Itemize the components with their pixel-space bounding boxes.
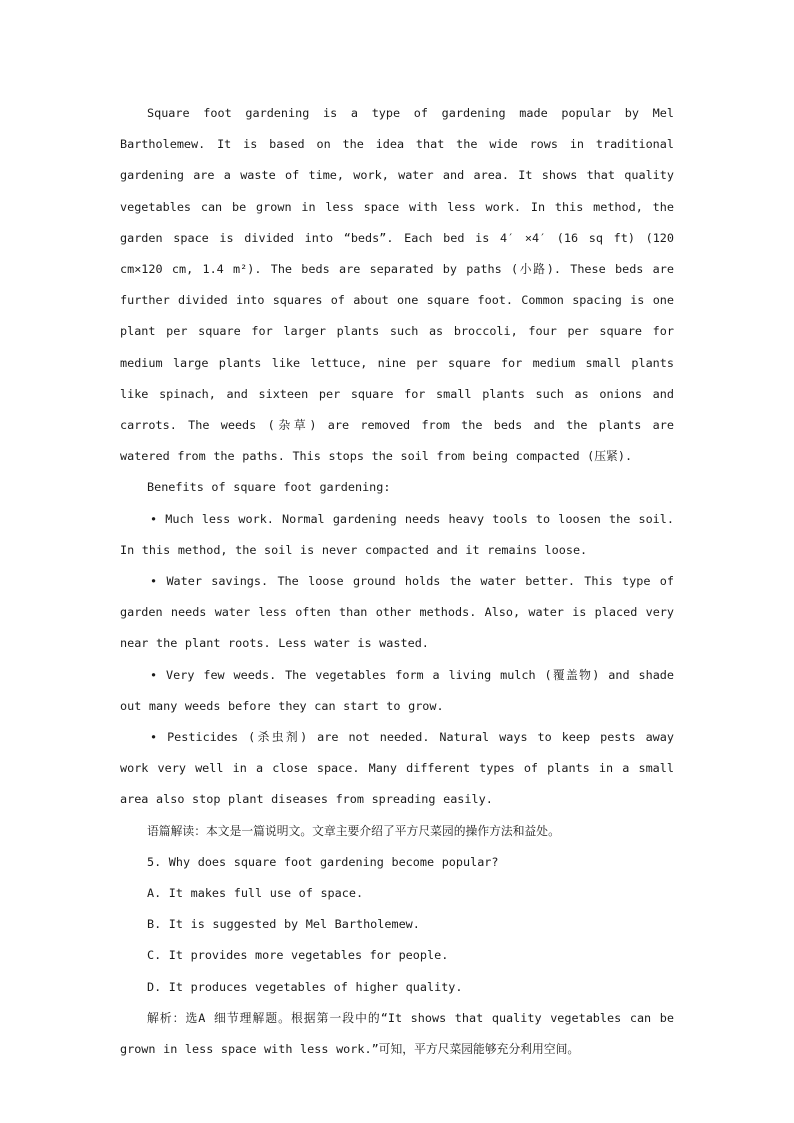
question-stem: 5. Why does square foot gardening become popular? — [147, 854, 499, 869]
question-option-a: A. It makes full use of space. — [147, 886, 364, 901]
benefit-bullet-1: • Much less work. Normal gardening needs heavy tools to loosen the soil. In this method, the soil is never compacted and it remains loose. — [120, 511, 674, 557]
passage-paragraph-1: Square foot gardening is a type of gardening made popular by Mel Bartholemew. It is based on the idea that the wide rows in traditional gardening are a waste of time, work, water and area. It shows that quality vegetables can be grown in less space with less work. In this method, the garden space is divided into “beds”. Each bed is 4′ ×4′ (16 sq ft) (120 cm×120 cm, 1.4 m²). The beds are separated by paths (小路). These beds are further divided into squares of about one square foot. Common spacing is one plant per square for larger plants such as broccoli, four per square for medium large plants like lettuce, nine per square for medium small plants like spinach, and sixteen per square for small plants such as onions and carrots. The weeds (杂草) are removed from the beds and the plants are watered from the paths. This stops the soil from being compacted (压紧). — [120, 106, 674, 464]
passage-analysis: 语篇解读：本文是一篇说明文。文章主要介绍了平方尺菜园的操作方法和益处。 — [147, 823, 560, 838]
question-option-b: B. It is suggested by Mel Bartholemew. — [147, 917, 420, 932]
benefit-bullet-3: • Very few weeds. The vegetables form a living mulch (覆盖物) and shade out many weeds before they can start to grow. — [120, 667, 674, 713]
question-explanation: 解析：选A 细节理解题。根据第一段中的“It shows that quality vegetables can be grown in less space with less work.”可知，平方尺菜园能够充分利用空间。 — [120, 1010, 674, 1057]
benefit-bullet-2: • Water savings. The loose ground holds the water better. This type of garden needs water less often than other methods. Also, water is placed very near the plant roots. Less water is wasted. — [120, 574, 674, 651]
benefits-heading: Benefits of square foot gardening: — [147, 480, 391, 495]
question-option-c: C. It provides more vegetables for people. — [147, 948, 449, 963]
question-option-d: D. It produces vegetables of higher quality. — [147, 979, 463, 994]
benefit-bullet-4: • Pesticides (杀虫剂) are not needed. Natural ways to keep pests away work very well in a close space. Many different types of plants in a small area also stop plant diseases from spreading easily. — [120, 730, 674, 807]
